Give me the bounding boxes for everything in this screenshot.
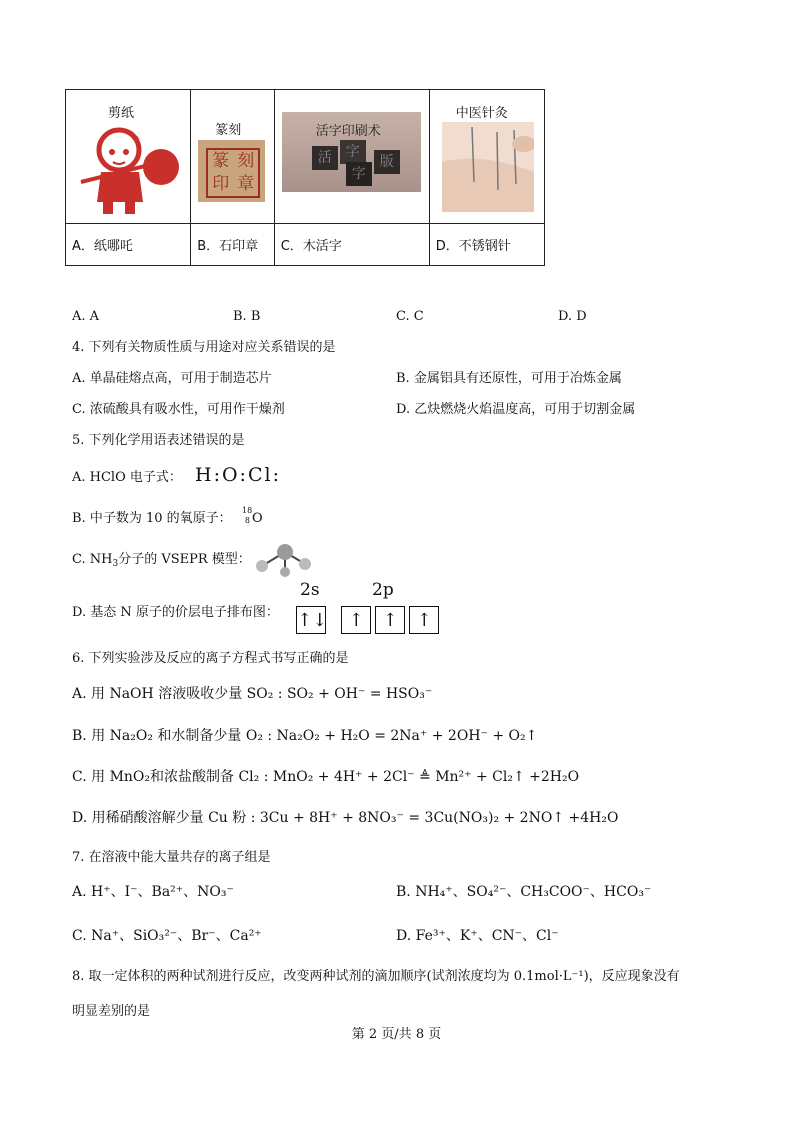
cell-paper-cutting: [66, 90, 191, 224]
type-block: 版: [374, 150, 400, 174]
image-title: 篆刻: [215, 123, 242, 138]
caption-a: A．纸哪吒: [66, 224, 191, 266]
seal-char: 印: [212, 174, 230, 194]
q3-option-c: C. C: [396, 309, 424, 324]
image-table: [65, 89, 545, 266]
q6-option-a: A. 用 NaOH 溶液吸收少量 SO₂ : SO₂ + OH⁻ = HSO₃⁻: [72, 686, 433, 702]
cell-acupuncture: [429, 90, 544, 224]
q4-option-c: C. 浓硫酸具有吸水性，可用作干燥剂: [72, 402, 285, 417]
q6-stem: 6. 下列实验涉及反应的离子方程式书写正确的是: [72, 651, 349, 666]
element-symbol: O: [252, 511, 263, 526]
q6-option-c: C. 用 MnO₂和浓盐酸制备 Cl₂ : MnO₂ + 4H⁺ + 2Cl⁻ ≜ Mn²⁺ + Cl₂↑ +2H₂O: [72, 769, 580, 785]
orbital-box: ↑↓: [296, 606, 326, 634]
type-block: 字: [340, 140, 366, 164]
q7-stem: 7. 在溶液中能大量共存的离子组是: [72, 850, 271, 865]
vsepr-model-image: [250, 540, 320, 578]
type-block: 活: [312, 146, 338, 170]
caption-d: D．不锈钢针: [429, 224, 544, 266]
cell-seal-carving: [191, 90, 275, 224]
q8-stem-line2: 明显差别的是: [72, 1004, 151, 1019]
caption-c: C．木活字: [274, 224, 429, 266]
paper-cutting-image: [71, 122, 186, 217]
q5-stem: 5. 下列化学用语表述错误的是: [72, 433, 245, 448]
q5-option-c-label: [72, 552, 251, 572]
acupuncture-image: [442, 122, 534, 212]
image-title: 活字印刷术: [315, 124, 381, 139]
q7-option-d: D. Fe³⁺、K⁺、CN⁻、Cl⁻: [396, 928, 559, 944]
type-block: 字: [346, 162, 372, 186]
nh3-prefix: C. NH: [72, 552, 113, 567]
q8-stem-line1: 8. 取一定体积的两种试剂进行反应，改变两种试剂的滴加顺序(试剂浓度均为 0.1mol·L⁻¹)，反应现象没有: [72, 969, 680, 984]
q7-option-c: C. Na⁺、SiO₃²⁻、Br⁻、Ca²⁺: [72, 928, 262, 944]
q7-option-a: A. H⁺、I⁻、Ba²⁺、NO₃⁻: [72, 884, 234, 900]
seal-image: [198, 140, 265, 202]
nh3-suffix: 分子的 VSEPR 模型：: [118, 552, 251, 567]
q4-option-b: B. 金属铝具有还原性，可用于冶炼金属: [396, 371, 622, 386]
q6-option-b: B. 用 Na₂O₂ 和水制备少量 O₂ : Na₂O₂ + H₂O = 2Na⁺ + 2OH⁻ + O₂↑: [72, 728, 538, 744]
q3-option-a: A. A: [72, 309, 100, 324]
q4-option-a: A. 单晶硅熔点高，可用于制造芯片: [72, 371, 272, 386]
q5-option-a-label: A. HClO 电子式：: [72, 470, 182, 485]
q5-option-b-label: B. 中子数为 10 的氧原子：: [72, 511, 232, 526]
image-title: 中医针灸: [455, 106, 508, 121]
orbital-2s-label: 2s: [300, 580, 320, 600]
q4-stem: 4. 下列有关物质性质与用途对应关系错误的是: [72, 340, 336, 355]
orbital-2p-label: 2p: [372, 580, 394, 600]
orbital-diagram: [296, 606, 439, 634]
mass-number: 18: [242, 506, 253, 515]
cell-movable-type: [274, 90, 429, 224]
q6-option-d: D. 用稀硝酸溶解少量 Cu 粉 : 3Cu + 8H⁺ + 8NO₃⁻ = 3Cu(NO₃)₂ + 2NO↑ +4H₂O: [72, 810, 619, 826]
image-title: 剪纸: [108, 106, 135, 121]
caption-b: B．石印章: [191, 224, 275, 266]
seal-char: 篆: [212, 151, 230, 171]
q3-option-b: B. B: [233, 309, 261, 324]
orbital-box: ↑: [375, 606, 405, 634]
orbital-box: ↑: [341, 606, 371, 634]
movable-type-image: [282, 112, 421, 192]
orbital-box: ↑: [409, 606, 439, 634]
q3-option-d: D. D: [558, 309, 587, 324]
page-footer: 第 2 页/共 8 页: [351, 1027, 442, 1042]
hclo-electron-formula: H:O:Cl:: [195, 464, 281, 486]
q7-option-b: B. NH₄⁺、SO₄²⁻、CH₃COO⁻、HCO₃⁻: [396, 884, 652, 900]
atomic-number: 8: [244, 516, 250, 525]
q5-option-d-label: D. 基态 N 原子的价层电子排布图：: [72, 605, 279, 620]
seal-char: 刻: [237, 151, 255, 171]
nh3-subscript: 3: [112, 559, 119, 569]
seal-char: 章: [237, 174, 255, 194]
q4-option-d: D. 乙炔燃烧火焰温度高，可用于切割金属: [396, 402, 636, 417]
